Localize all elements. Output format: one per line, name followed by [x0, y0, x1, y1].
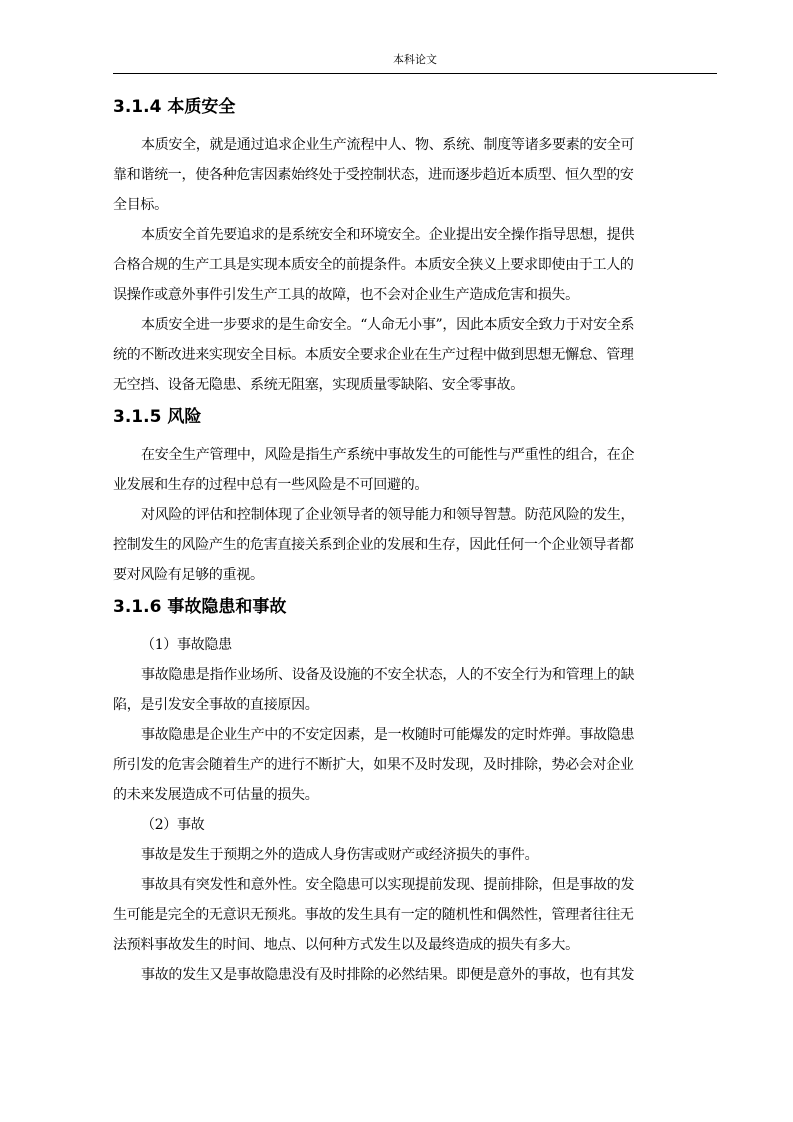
paragraph-line: 事故隐患是指作业场所、设备及设施的不安全状态，人的不安全行为和管理上的缺: [141, 667, 635, 683]
paragraph-line: 本质安全，就是通过追求企业生产流程中人、物、系统、制度等诸多要素的安全可: [141, 137, 635, 153]
paragraph-line: 事故的发生又是事故隐患没有及时排除的必然结果。即便是意外的事故，也有其发: [141, 967, 635, 983]
subheading-accident: （2）事故: [141, 817, 205, 833]
paragraph-line: 生可能是完全的无意识无预兆。事故的发生具有一定的随机性和偶然性，管理者往往无: [113, 907, 634, 923]
paragraph-line: 在安全生产管理中，风险是指生产系统中事故发生的可能性与严重性的组合，在企: [141, 447, 635, 463]
paragraph-line: 事故具有突发性和意外性。安全隐患可以实现提前发现、提前排除，但是事故的发: [141, 877, 635, 893]
subheading-accident-hazard: （1）事故隐患: [141, 637, 232, 653]
paragraph-line: 无空挡、设备无隐患、系统无阻塞，实现质量零缺陷、安全零事故。: [113, 377, 524, 393]
paragraph-line: 全目标。: [113, 197, 168, 213]
paragraph-line: 的未来发展造成不可估量的损失。: [113, 787, 319, 803]
paragraph-line: 所引发的危害会随着生产的进行不断扩大，如果不及时发现，及时排除，势必会对企业: [113, 757, 634, 773]
paragraph-line: 本质安全进一步要求的是生命安全。“人命无小事”，因此本质安全致力于对安全系: [141, 317, 635, 333]
section-heading-3-1-6: 3.1.6 事故隐患和事故: [113, 597, 287, 617]
paragraph-line: 合格合规的生产工具是实现本质安全的前提条件。本质安全狭义上要求即使由于工人的: [113, 257, 634, 273]
paragraph-line: 陷，是引发安全事故的直接原因。: [113, 697, 319, 713]
section-heading-3-1-5: 3.1.5 风险: [113, 407, 202, 427]
running-header: 本科论文: [393, 53, 437, 66]
paragraph-line: 对风险的评估和控制体现了企业领导者的领导能力和领导智慧。防范风险的发生，: [141, 507, 635, 523]
paragraph-line: 业发展和生存的过程中总有一些风险是不可回避的。: [113, 477, 429, 493]
paragraph-line: 靠和谐统一，使各种危害因素始终处于受控制状态，进而逐步趋近本质型、恒久型的安: [113, 167, 634, 183]
paragraph-line: 事故隐患是企业生产中的不安定因素，是一枚随时可能爆发的定时炸弹。事故隐患: [141, 727, 635, 743]
paragraph-line: 要对风险有足够的重视。: [113, 567, 264, 583]
header-rule: [113, 73, 717, 74]
paragraph-line: 法预料事故发生的时间、地点、以何种方式发生以及最终造成的损失有多大。: [113, 937, 579, 953]
section-heading-3-1-4: 3.1.4 本质安全: [113, 97, 236, 117]
paragraph-line: 控制发生的风险产生的危害直接关系到企业的发展和生存，因此任何一个企业领导者都: [113, 537, 634, 553]
paragraph-line: 事故是发生于预期之外的造成人身伤害或财产或经济损失的事件。: [141, 847, 539, 863]
paragraph-line: 统的不断改进来实现安全目标。本质安全要求企业在生产过程中做到思想无懈怠、管理: [113, 347, 634, 363]
body-content: [113, 90, 717, 990]
paragraph-line: 本质安全首先要追求的是系统安全和环境安全。企业提出安全操作指导思想，提供: [141, 227, 635, 243]
paragraph-line: 误操作或意外事件引发生产工具的故障，也不会对企业生产造成危害和损失。: [113, 287, 579, 303]
